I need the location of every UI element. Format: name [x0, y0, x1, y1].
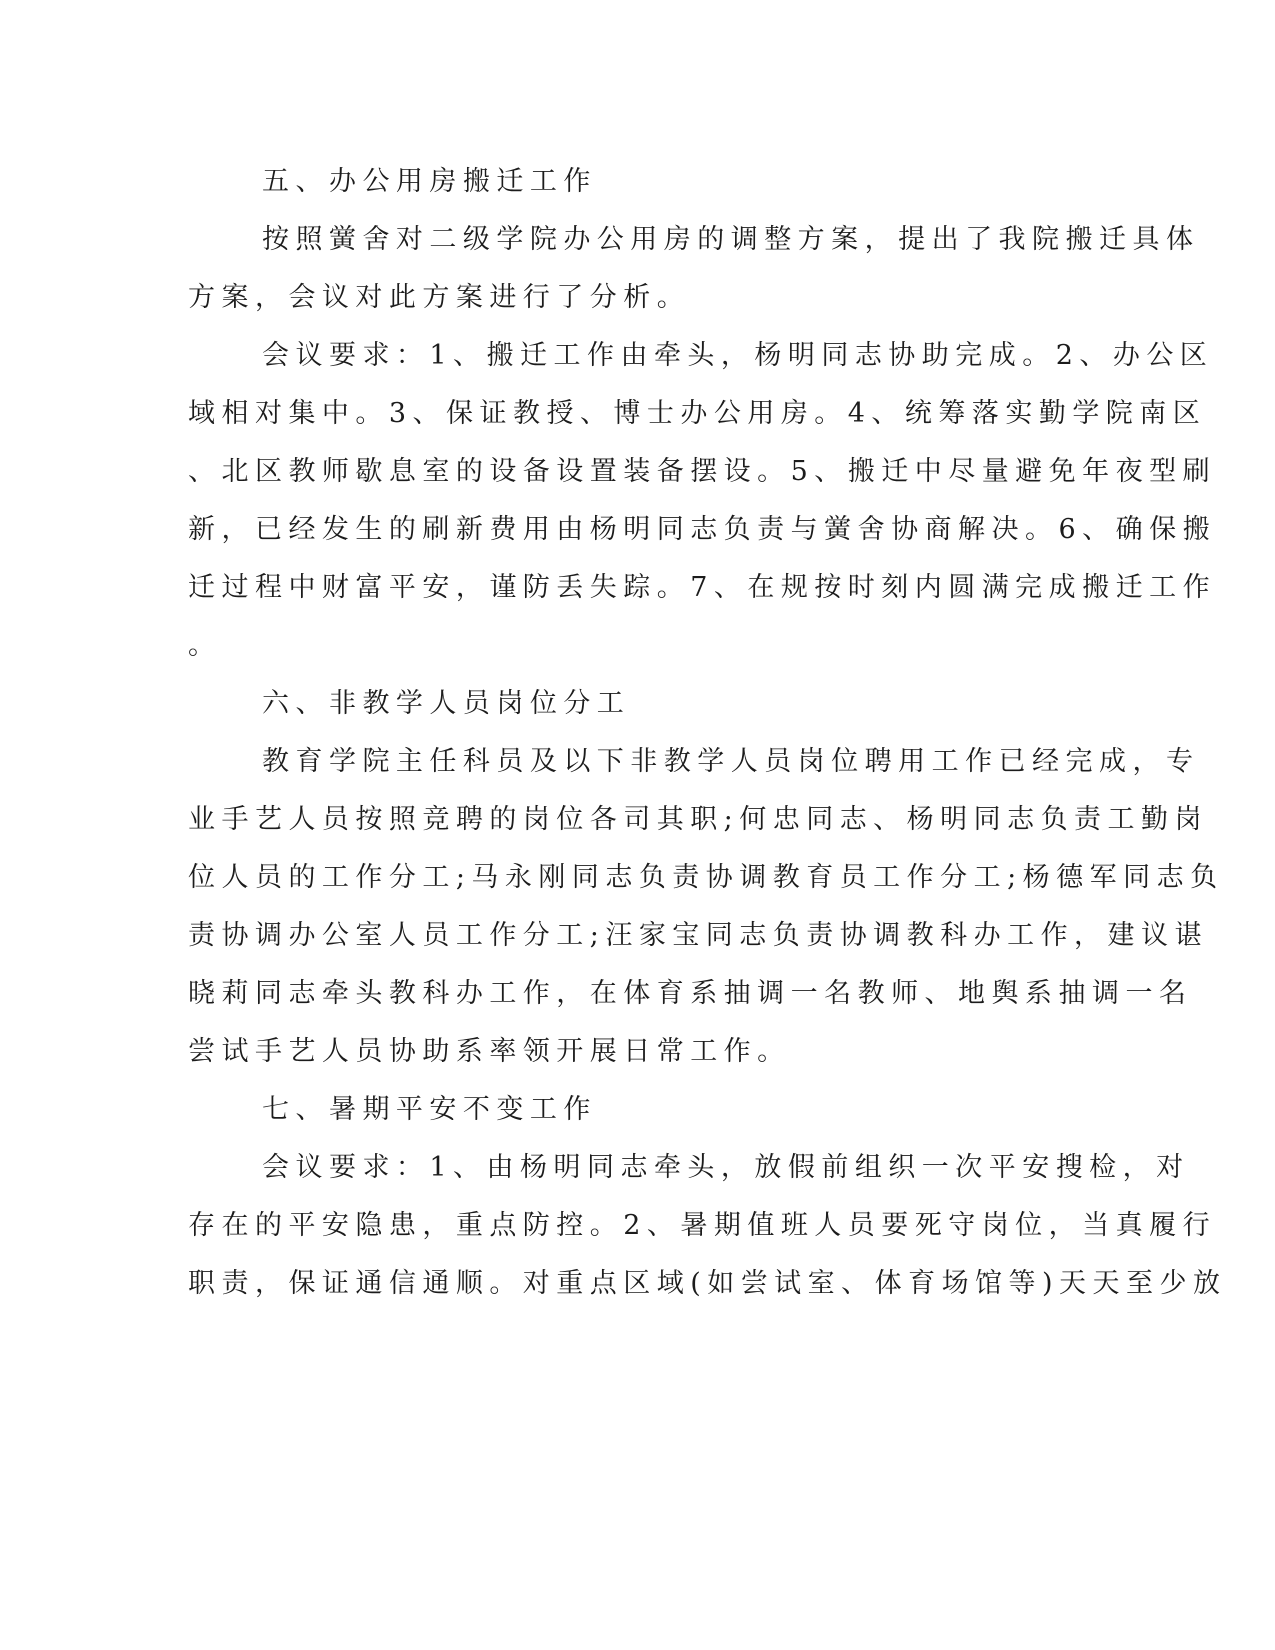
paragraph-line: 存在的平安隐患，重点防控。2、暑期值班人员要死守岗位，当真履行 — [188, 1210, 1217, 1241]
paragraph-line: 会议要求：1、由杨明同志牵头，放假前组织一次平安搜检，对 — [262, 1152, 1190, 1183]
paragraph-line: 晓莉同志牵头教科办工作，在体育系抽调一名教师、地舆系抽调一名 — [188, 978, 1193, 1009]
paragraph-line: 尝试手艺人员协助系率领开展日常工作。 — [188, 1036, 791, 1067]
paragraph-line: 迁过程中财富平安，谨防丢失踪。7、在规按时刻内圆满完成搬迁工作 — [188, 572, 1217, 603]
paragraph-line: 新，已经发生的刷新费用由杨明同志负责与黉舍协商解决。6、确保搬 — [188, 514, 1217, 545]
paragraph-line: 位人员的工作分工;马永刚同志负责协调教育员工作分工;杨德军同志负 — [188, 862, 1224, 893]
paragraph-line: 职责，保证通信通顺。对重点区域(如尝试室、体育场馆等)天天至少放 — [188, 1268, 1227, 1299]
paragraph-line: 教育学院主任科员及以下非教学人员岗位聘用工作已经完成，专 — [262, 746, 1200, 777]
section-heading-summer-safety: 七、暑期平安不变工作 — [262, 1094, 597, 1125]
paragraph-line: 。 — [188, 630, 222, 661]
paragraph-line: 按照黉舍对二级学院办公用房的调整方案，提出了我院搬迁具体 — [262, 224, 1200, 255]
section-heading-staff-assignment: 六、非教学人员岗位分工 — [262, 688, 631, 719]
paragraph-line: 会议要求：1、搬迁工作由牵头，杨明同志协助完成。2、办公区 — [262, 340, 1214, 371]
paragraph-line: 方案，会议对此方案进行了分析。 — [188, 282, 691, 313]
paragraph-line: 域相对集中。3、保证教授、博士办公用房。4、统筹落实勤学院南区 — [188, 398, 1207, 429]
paragraph-line: 业手艺人员按照竞聘的岗位各司其职;何忠同志、杨明同志负责工勤岗 — [188, 804, 1208, 835]
paragraph-line: 责协调办公室人员工作分工;汪家宝同志负责协调教科办工作，建议谌 — [188, 920, 1208, 951]
section-heading-office-relocation: 五、办公用房搬迁工作 — [262, 166, 597, 197]
paragraph-line: 、北区教师歇息室的设备设置装备摆设。5、搬迁中尽量避免年夜型刷 — [188, 456, 1217, 487]
